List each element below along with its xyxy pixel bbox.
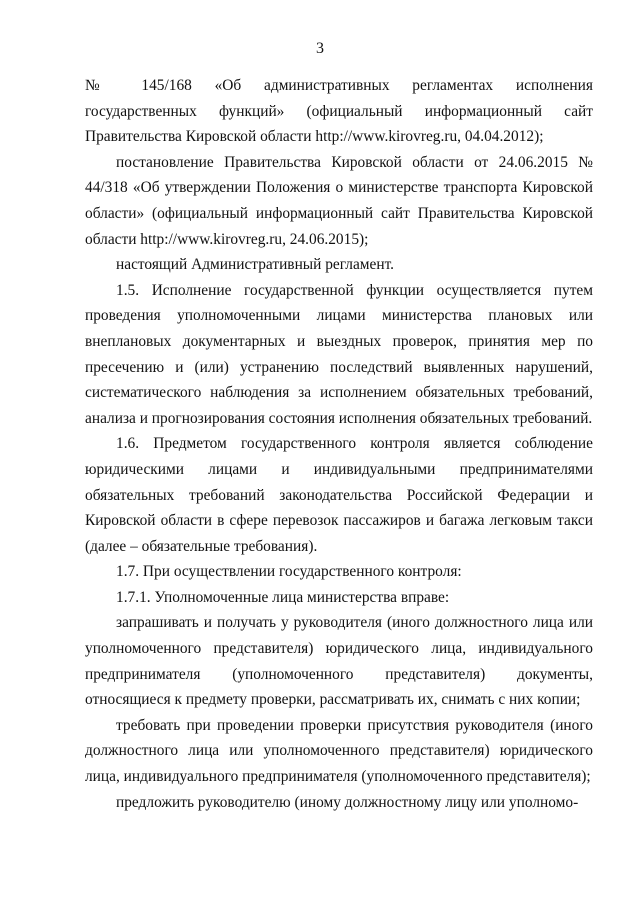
paragraph-1-7: 1.7. При осуществлении государственного контроля: xyxy=(116,563,462,581)
paragraph-1-5: 1.5. Исполнение государственной функции осуществляется путем проведения уполномоченными лицами министерства плановых или внеплановых документарных и выездных проверок, принятия мер по пресечению и (или) устранению последствий выявленных нарушений, систематического наблюдения за исполнением обязательных требований, анализа и прогнозирования состояния исполнения обязательных требований. xyxy=(85,281,593,427)
paragraph-1-6: 1.6. Предметом государственного контроля является соблюдение юридическими лицами и индивидуальными предпринимателями обязательных требований законодательства Российской Федерации и Кировской области в сфере перевозок пассажиров и багажа легковым такси (далее – обязательные требования). xyxy=(85,435,593,555)
document-body xyxy=(85,73,593,815)
page-number: 3 xyxy=(316,40,324,57)
paragraph-resolution-44-318: постановление Правительства Кировской области от 24.06.2015 № 44/318 «Об утверждении Положения о министерстве транспорта Кировской области» (официальный информационный сайт Правительства Кировской области http://www.kirovreg.ru, 24.06.2015); xyxy=(85,153,593,248)
paragraph-1-7-1: 1.7.1. Уполномоченные лица министерства вправе: xyxy=(116,588,450,606)
paragraph-propose-to-head: предложить руководителю (иному должностному лицу или уполномо- xyxy=(116,793,579,811)
paragraph-require-presence: требовать при проведении проверки присутствия руководителя (иного должностного лица или уполномоченного представителя) юридического лица, индивидуального предпринимателя (уполномоченного представителя); xyxy=(85,716,593,786)
paragraph-current-regulation: настоящий Административный регламент. xyxy=(116,256,395,274)
paragraph-continuation: № 145/168 «Об административных регламентах исполнения государственных функций» (официальный информационный сайт Правительства Кировской области http://www.kirovreg.ru, 04.04.2012); xyxy=(85,77,593,146)
paragraph-request-documents: запрашивать и получать у руководителя (иного должностного лица или уполномоченного представителя) юридического лица, индивидуального предпринимателя (уполномоченного представителя) документы, относящиеся к предмету проверки, рассматривать их, снимать с них копии; xyxy=(85,614,593,709)
